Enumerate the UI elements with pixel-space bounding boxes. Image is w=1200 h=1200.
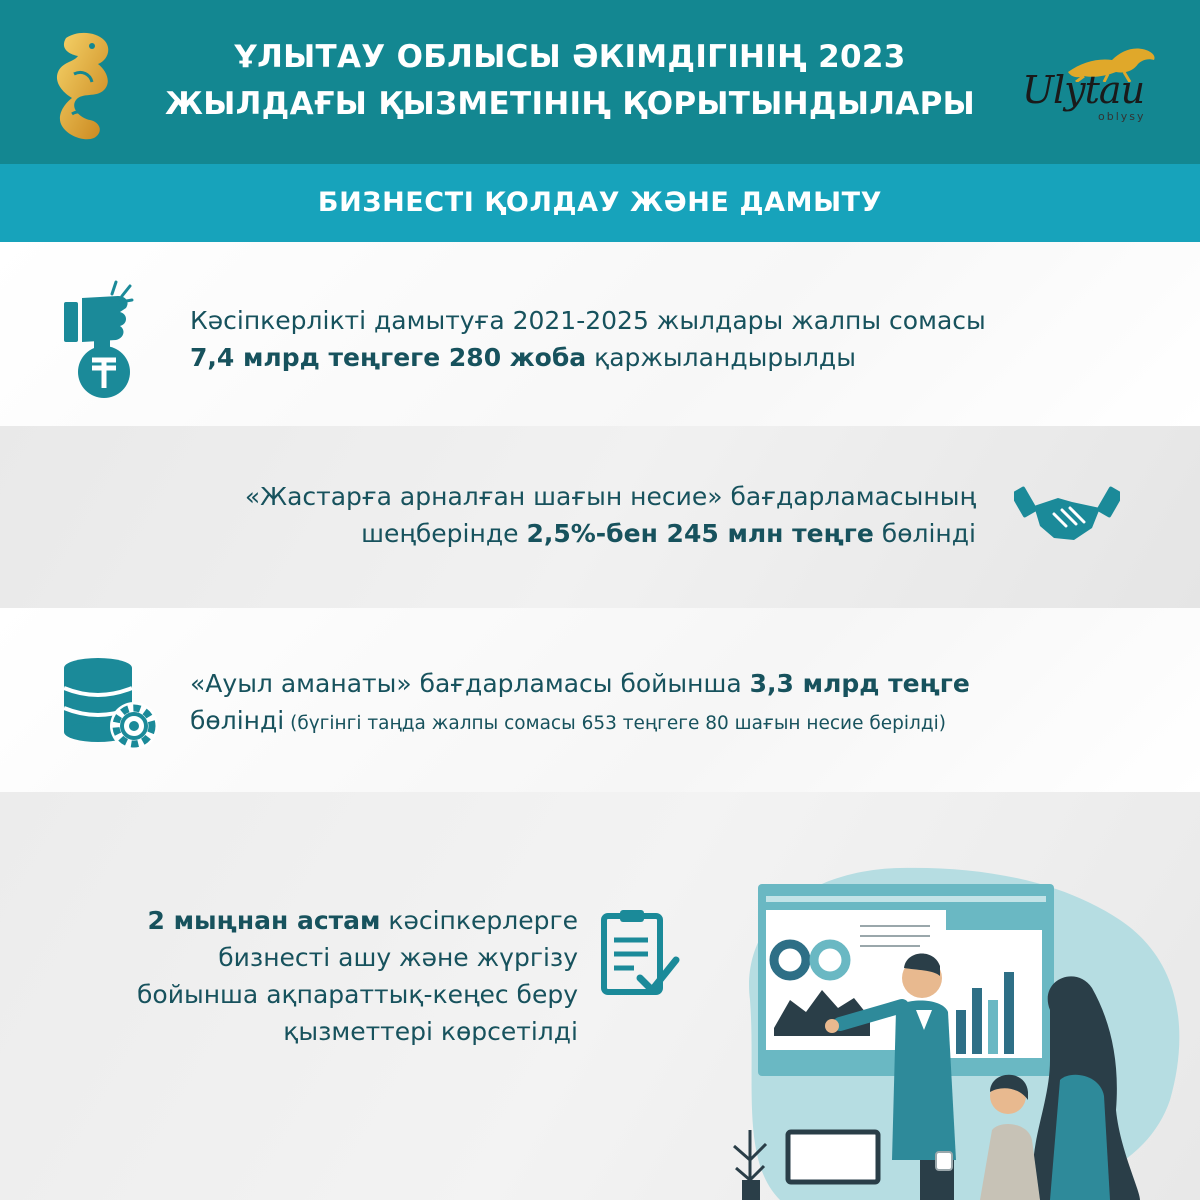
clipboard-check-icon xyxy=(600,908,680,1000)
item-3-highlight: 3,3 млрд теңге xyxy=(749,669,970,698)
item-2-text xyxy=(60,478,976,552)
item-4-highlight: 2 мыңнан астам xyxy=(147,906,381,935)
item-4-line-4: қызметтері көрсетілді xyxy=(283,1017,578,1046)
brand-subtitle: oblysy xyxy=(1098,110,1146,123)
item-4-line-2: бизнесті ашу және жүргізу xyxy=(218,943,578,972)
section-bar xyxy=(0,164,1200,242)
brand-logo xyxy=(1018,38,1168,128)
item-1-text xyxy=(190,302,1150,376)
item-1-line-1: Кәсіпкерлікті дамытуға 2021-2025 жылдары жалпы сомасы xyxy=(190,306,986,335)
business-presentation-illustration xyxy=(720,860,1200,1200)
database-gear-icon xyxy=(60,654,160,754)
handshake-icon xyxy=(1014,478,1120,550)
item-3-line-2: бөлінді xyxy=(190,706,285,735)
item-2-rest: бөлінді xyxy=(873,519,976,548)
item-4-line-3: бойынша ақпараттық-кеңес беру xyxy=(137,980,578,1009)
snow-leopard-emblem-icon xyxy=(46,30,118,142)
page-title xyxy=(135,34,1005,128)
item-1-rest: қаржыландырылды xyxy=(586,343,856,372)
item-2-line-1: «Жастарға арналған шағын несие» бағдарламасының xyxy=(244,482,976,511)
item-4-rest: кәсіпкерлерге xyxy=(380,906,578,935)
header xyxy=(0,0,1200,164)
fist-money-icon xyxy=(60,278,150,398)
title-line-1: ҰЛЫТАУ ОБЛЫСЫ ӘКІМДІГІНІҢ 2023 xyxy=(234,39,906,75)
item-3-note: (бүгінгі таңда жалпы сомасы 653 теңгеге 80 шағын несие берілді) xyxy=(284,713,946,734)
item-2-prefix: шеңберінде xyxy=(361,519,527,548)
brand-name: Ulytau xyxy=(1022,68,1145,112)
item-2-highlight: 2,5%-бен 245 млн теңге xyxy=(526,519,874,548)
item-3-prefix: «Ауыл аманаты» бағдарламасы бойынша xyxy=(190,669,750,698)
item-1-highlight: 7,4 млрд теңгеге 280 жоба xyxy=(190,343,587,372)
section-title: БИЗНЕСТІ ҚОЛДАУ ЖӘНЕ ДАМЫТУ xyxy=(317,187,883,218)
title-line-2: ЖЫЛДАҒЫ ҚЫЗМЕТІНІҢ ҚОРЫТЫНДЫЛАРЫ xyxy=(164,86,976,122)
item-4-text xyxy=(40,902,578,1050)
item-3-text xyxy=(190,665,1190,742)
